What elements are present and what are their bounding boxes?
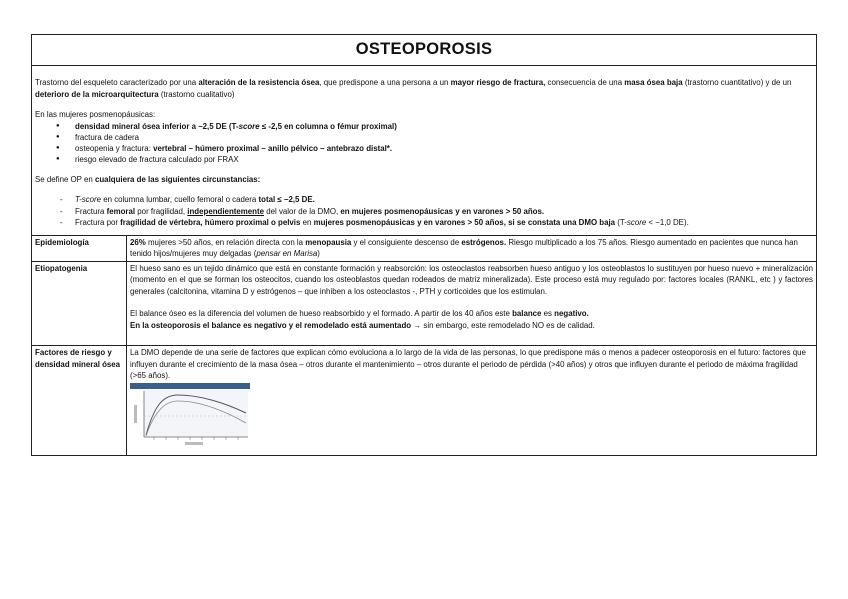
document-frame: [31, 34, 817, 236]
figure-background: [144, 390, 248, 437]
etiopatogenia-paragraph-2: El balance óseo es la diferencia del volumen de hueso reabsorbido y el formado. A partir de los 40 años este balance es negativo.: [130, 309, 589, 318]
criteria-list: [35, 194, 813, 229]
list-item: - T-score en columna lumbar, cuello femoral o cadera total ≤ −2,5 DE.: [75, 194, 813, 206]
factores-paragraph: La DMO depende de una serie de factores que explican cómo evoluciona a lo largo de la vida de las personas, lo que predispone más o menos a padecer osteoporosis en el futuro: factores que influyen durante el crecimiento de la masa ósea – otros durante el mantenimiento – otros durante el periodo de pérdida (>40 años) y otros que influyen durante el periodo de máxima fragilidad (>65 años).: [130, 348, 806, 380]
list-item: ● riesgo elevado de fractura calculado por FRAX: [75, 154, 813, 165]
figure-y-label-placeholder: [134, 405, 137, 423]
epidemiologia-content: 26% mujeres >50 años, en relación directa con la menopausia y el consiguiente descenso de estrógenos. Riesgo multiplicado a los 75 años. Riesgo aumentado en pacientes que nunca han tenido hijos/mujeres muy delgadas (pensar en Marisa): [127, 235, 817, 261]
postmeno-list: [35, 121, 813, 165]
info-table: [31, 235, 817, 457]
list-item: - Fractura por fragilidad de vértebra, húmero proximal o pelvis en mujeres posmenopáusicas y en varones > 50 años, si se constata una DMO baja (T-score < −1,0 DE).: [75, 217, 813, 229]
list-item: ● densidad mineral ósea inferior a –2,5 DE (T-score ≤ -2,5 en columna o fémur proximal): [75, 121, 813, 132]
list-item: - Fractura femoral por fragilidad, independientemente del valor de la DMO, en mujeres posmenopáusicas y en varones > 50 años.: [75, 206, 813, 218]
etiopatogenia-paragraph-1: El hueso sano es un tejido dinámico que está en constante formación y reabsorción: los osteoclastos reabsorben hueso antiguo y los osteoblastos lo sustituyen por hueso nuevo + mineralización (momento en el que se forman los osteocitos, cuando los osteoblastos quedan rodeados de matriz mineralizada). Este proceso está muy regulado por: factores locales (RANKL, etc ) y factores generales (calcitonina, vitamina D y estrógenos – que inhiben a los osteoclastos -, PTH y corticoides que los estimulan.: [130, 263, 813, 296]
figure-header-bar: [130, 383, 250, 389]
etiopatogenia-content: [127, 261, 817, 346]
table-row: [32, 346, 817, 456]
table-row: [32, 235, 817, 261]
list-item: ● osteopenia y fractura: vertebral – húmero proximal – anillo pélvico – antebrazo distal*.: [75, 143, 813, 154]
row-label-etiopatogenia: Etiopatogenia: [32, 261, 127, 346]
factores-content: [127, 346, 817, 456]
bone-mass-figure: [130, 383, 250, 447]
row-label-factores: Factores de riesgo y densidad mineral ósea: [32, 346, 127, 456]
definition-paragraph: Trastorno del esqueleto caracterizado por una alteración de la resistencia ósea, que predispone a una persona a un mayor riesgo de fractura, consecuencia de una masa ósea baja (trastorno cuantitativo) y de un deterioro de la microarquitectura (trastorno cualitativo): [35, 78, 792, 99]
row-label-epidemiologia: Epidemiología: [32, 235, 127, 261]
postmeno-intro: En las mujeres posmenopáusicas:: [35, 110, 156, 119]
page-title: OSTEOPOROSIS: [32, 35, 816, 66]
criteria-intro: Se define OP en cualquiera de las siguientes circunstancias:: [35, 174, 261, 184]
table-row: [32, 261, 817, 346]
document-page: [31, 34, 817, 456]
arrow-right-icon: →: [413, 320, 422, 330]
etiopatogenia-paragraph-3: En la osteoporosis el balance es negativo y el remodelado está aumentado → sin embargo, este remodelado NO es de calidad.: [130, 320, 595, 330]
intro-section: [32, 66, 816, 235]
list-item: ● fractura de cadera: [75, 132, 813, 143]
figure-x-label-placeholder: [185, 442, 203, 445]
